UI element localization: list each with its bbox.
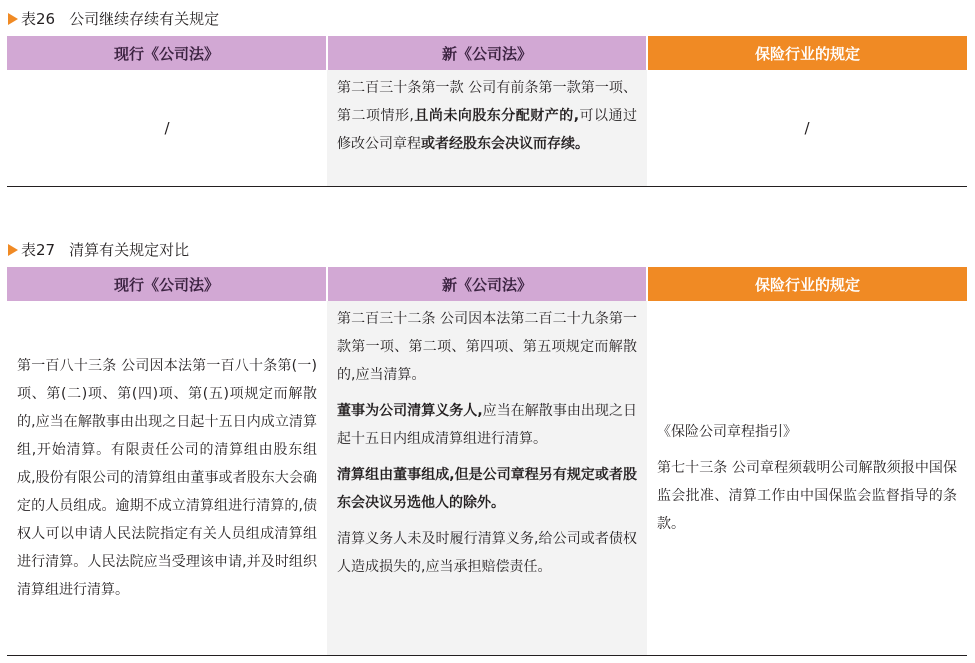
table26-number: 表26 [21,10,56,28]
table27-insurance-cell [647,301,967,655]
new-law-paragraph-2 [337,397,637,453]
bold-text-run: 且尚未向股东分配财产的, [413,108,580,124]
new-law-paragraph-1: 第二百三十二条 公司因本法第二百二十九条第一款第一项、第二项、第四项、第五项规定而解散的,应当清算。 [337,311,637,383]
table26-caption [8,10,219,28]
table27-header-current-law: 现行《公司法》 [7,267,327,301]
table27-caption [8,241,189,259]
new-law-paragraph-4: 清算义务人未及时履行清算义务,给公司或者债权人造成损失的,应当承担赔偿责任。 [337,531,637,575]
bold-text-run: 董事为公司清算义务人, [337,403,483,419]
table26-header-insurance: 保险行业的规定 [647,36,967,70]
table26-new-law-cell [327,70,647,186]
table27-current-law-cell: 第一百八十三条 公司因本法第一百八十条第(一)项、第(二)项、第(四)项、第(五)项规定而解散的,应当在解散事由出现之日起十五日内成立清算组,开始清算。有限责任公司的清算组由股东组成,股份有限公司的清算组由董事或者股东大会确定的人员组成。逾期不成立清算组进行清算的,债权人可以申请人民法院指定有关人员组成清算组进行清算。人民法院应当受理该申请,并及时组织清算组进行清算。 [7,301,327,655]
bold-text-run: 或者经股东会决议而存续。 [421,136,589,152]
table27-title: 清算有关规定对比 [69,241,190,259]
table26-header-current-law: 现行《公司法》 [7,36,327,70]
new-law-paragraph-3 [337,461,637,517]
table27 [7,267,967,656]
text-run: 应当在解散事由出现之日起十五日内组成清算组进行清算。 [337,403,637,447]
table26-current-law-cell: / [7,70,327,186]
insurance-guideline-text: 第七十三条 公司章程须载明公司解散须报中国保监会批准、清算工作由中国保监会监督指导的条款。 [657,459,957,532]
triangle-marker-icon [8,244,18,256]
table27-header-insurance: 保险行业的规定 [647,267,967,301]
table27-header-new-law: 新《公司法》 [327,267,647,301]
triangle-marker-icon [8,13,18,25]
text-run: 可以通过修改公司章程 [337,108,638,152]
table26-insurance-cell: / [647,70,967,186]
table27-number: 表27 [21,241,56,259]
insurance-guideline-title: 《保险公司章程指引》 [657,423,797,440]
table27-new-law-cell [327,301,647,655]
text-run: 第二百三十条第一款 公司有前条第一款第一项、第二项情形, [337,80,637,124]
bold-text-run: 清算组由董事组成,但是公司章程另有规定或者股东会决议另选他人的除外。 [337,467,637,511]
table26-header-new-law: 新《公司法》 [327,36,647,70]
table26 [7,36,967,187]
table26-title: 公司继续存续有关规定 [69,10,220,28]
